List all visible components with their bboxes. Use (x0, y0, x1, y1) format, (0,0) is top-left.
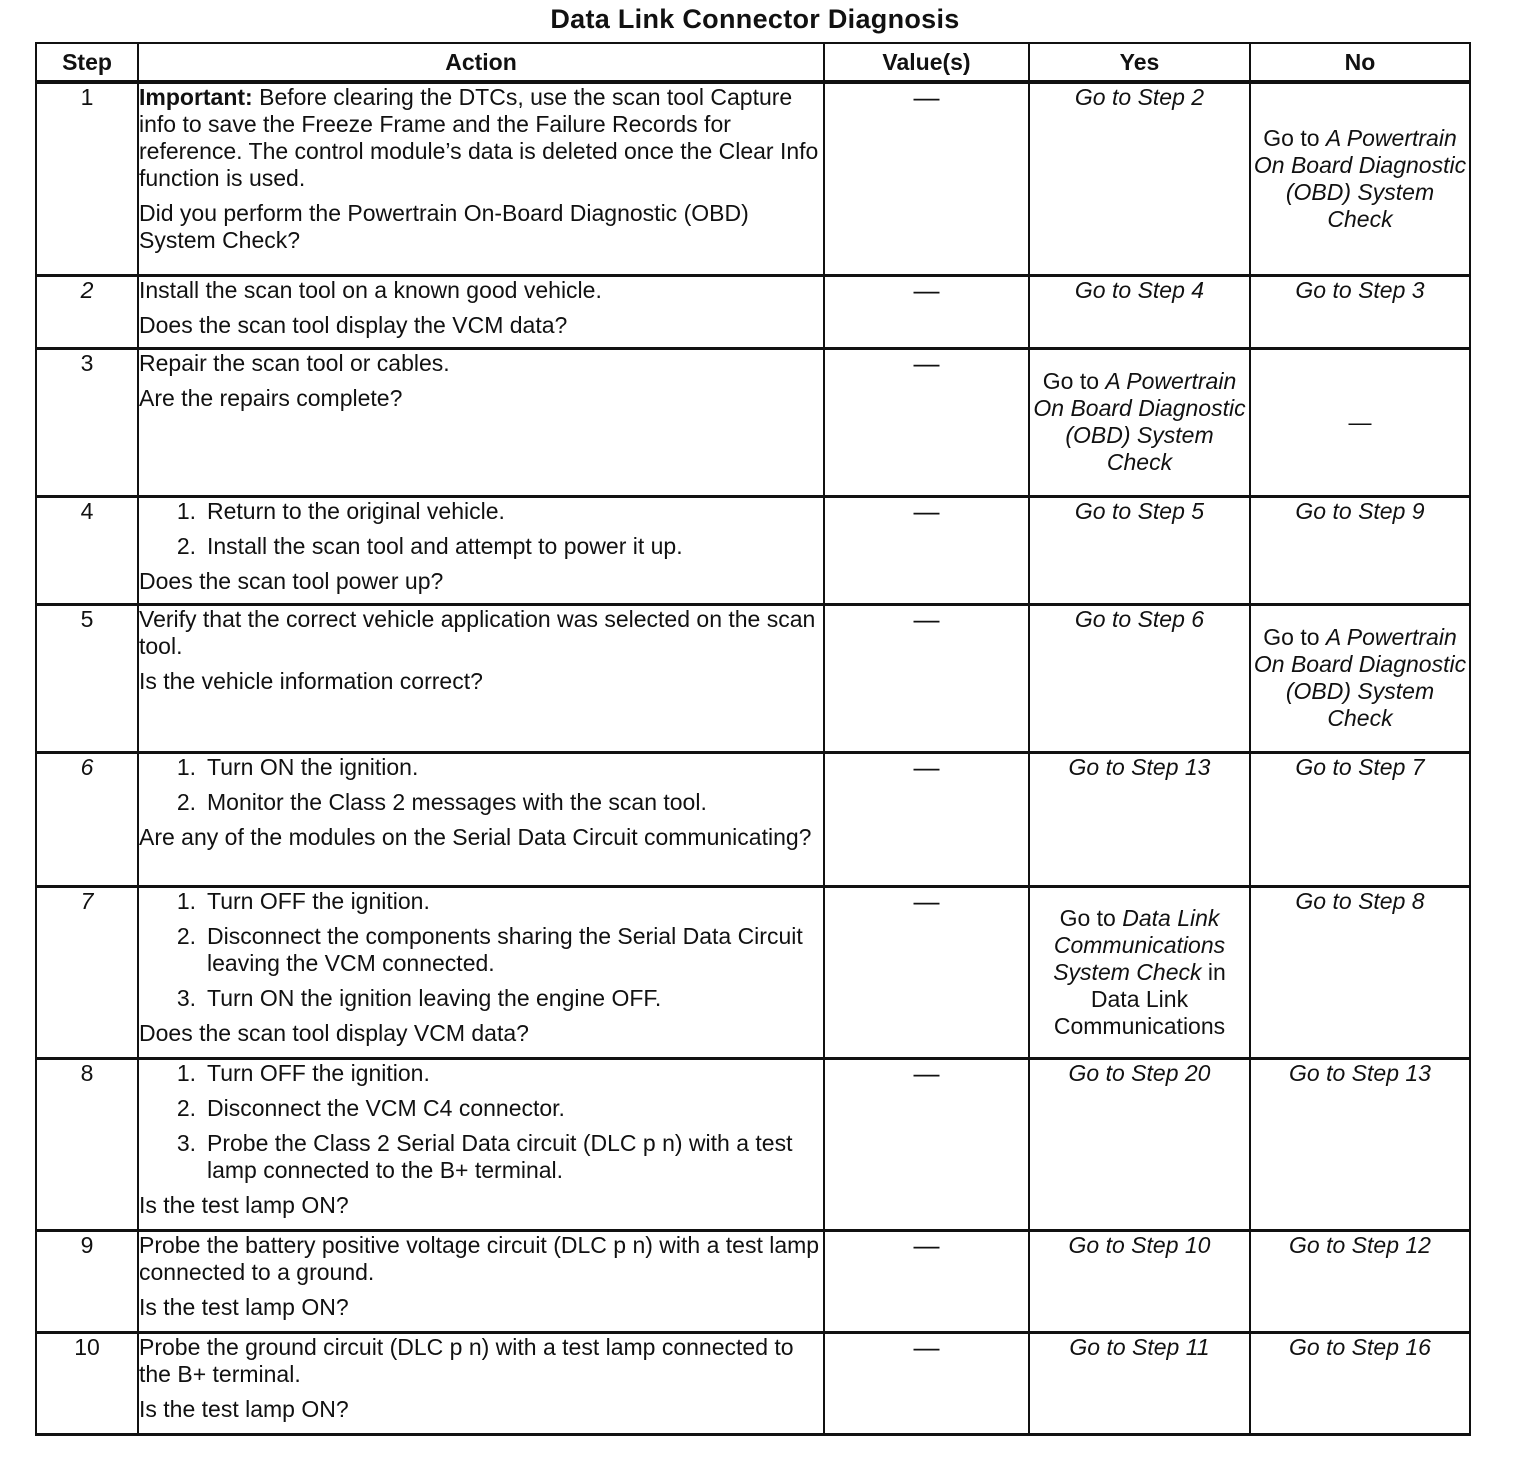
yes-cell (1029, 496, 1250, 604)
diagnosis-table (35, 42, 1471, 1436)
important-label: Important: (139, 84, 253, 110)
yes-prefix: Go to (1059, 904, 1116, 931)
no-cell (1250, 1332, 1470, 1434)
value-cell: — (824, 1058, 1029, 1230)
no-cell (1250, 1230, 1470, 1332)
header-step: Step (36, 43, 138, 82)
numbered-step: 1. Turn ON the ignition. (176, 753, 419, 780)
yes-prefix: Go to (1042, 368, 1100, 394)
numbered-step: 1. Return to the original vehicle. (176, 497, 505, 524)
step-number: 3 (36, 348, 138, 496)
value-cell: — (824, 886, 1029, 1058)
yes-cell (1029, 1058, 1250, 1230)
action-text: Probe the ground circuit (DLC p n) with a test lamp connected to the B+ terminal. (139, 1333, 794, 1387)
step-number: 6 (36, 752, 138, 886)
action-cell (138, 752, 824, 886)
numbered-step: 3. Turn ON the ignition leaving the engine OFF. (176, 984, 662, 1011)
table-row (36, 752, 1470, 886)
yes-cell (1029, 604, 1250, 752)
step-number: 4 (36, 496, 138, 604)
no-prefix: Go to (1263, 124, 1320, 151)
numbered-step: 2. Monitor the Class 2 messages with the scan tool. (176, 788, 707, 815)
action-cell (138, 496, 824, 604)
no-prefix: Go to (1263, 624, 1320, 650)
no-cell: — (1250, 348, 1470, 496)
header-values: Value(s) (824, 43, 1029, 82)
no-target: A Powertrain On Board Diagnostic (OBD) System Check (1253, 124, 1467, 232)
table-row (36, 348, 1470, 496)
action-question: Are the repairs complete? (139, 384, 403, 411)
action-question: Is the vehicle information correct? (139, 667, 483, 694)
yes-cell (1029, 348, 1250, 496)
yes-target: Go to Step 6 (1074, 605, 1205, 632)
yes-suffix: in Data Link Communications (1053, 958, 1226, 1039)
action-text: Repair the scan tool or cables. (139, 349, 450, 376)
no-target: Go to Step 9 (1295, 497, 1425, 524)
action-question: Is the test lamp ON? (139, 1191, 349, 1218)
no-target: Go to Step 7 (1295, 753, 1425, 780)
table-row (36, 1058, 1470, 1230)
yes-target: Go to Step 2 (1074, 84, 1205, 110)
yes-cell (1029, 82, 1250, 275)
table-row (36, 1332, 1470, 1434)
action-cell (138, 275, 824, 348)
no-target: Go to Step 16 (1289, 1333, 1431, 1360)
yes-target: Data Link Communications System Check (1053, 904, 1226, 985)
yes-target: Go to Step 13 (1068, 753, 1211, 780)
header-action: Action (138, 43, 824, 82)
important-note (139, 84, 823, 192)
numbered-step: 1. Turn OFF the ignition. (176, 1059, 430, 1086)
step-number: 9 (36, 1230, 138, 1332)
step-number: 5 (36, 604, 138, 752)
yes-target: Go to Step 5 (1074, 497, 1205, 524)
value-cell: — (824, 1230, 1029, 1332)
action-cell (138, 82, 824, 275)
yes-cell (1029, 886, 1250, 1058)
value-cell: — (824, 752, 1029, 886)
action-text: Verify that the correct vehicle application was selected on the scan tool. (139, 605, 816, 659)
yes-target: Go to Step 4 (1074, 276, 1205, 303)
action-question: Does the scan tool display VCM data? (139, 1019, 529, 1046)
value-cell: — (824, 348, 1029, 496)
numbered-step: 1. Turn OFF the ignition. (176, 887, 430, 914)
table-row (36, 82, 1470, 275)
important-text: Before clearing the DTCs, use the scan tool Capture info to save the Freeze Frame and the Failure Records for reference. The control module’s data is deleted once the Clear Info function is used. (139, 84, 819, 191)
value-cell: — (824, 82, 1029, 275)
value-cell: — (824, 604, 1029, 752)
header-yes: Yes (1029, 43, 1250, 82)
action-question: Is the test lamp ON? (139, 1395, 349, 1422)
no-cell (1250, 496, 1470, 604)
action-cell (138, 1332, 824, 1434)
action-text: Probe the battery positive voltage circuit (DLC p n) with a test lamp connected to a ground. (139, 1231, 820, 1285)
step-number: 7 (36, 886, 138, 1058)
action-question: Are any of the modules on the Serial Data Circuit communicating? (139, 823, 812, 850)
table-row (36, 604, 1470, 752)
yes-target: Go to Step 11 (1069, 1333, 1210, 1360)
action-cell (138, 886, 824, 1058)
action-cell (138, 604, 824, 752)
action-cell (138, 1230, 824, 1332)
yes-target: A Powertrain On Board Diagnostic (OBD) System Check (1033, 368, 1246, 475)
action-question: Is the test lamp ON? (139, 1293, 349, 1320)
table-row (36, 496, 1470, 604)
value-cell: — (824, 275, 1029, 348)
step-number: 2 (36, 275, 138, 348)
no-cell (1250, 752, 1470, 886)
header-no: No (1250, 43, 1470, 82)
step-number: 10 (36, 1332, 138, 1434)
no-target: Go to Step 13 (1289, 1059, 1431, 1086)
step-number: 1 (36, 82, 138, 275)
value-cell: — (824, 496, 1029, 604)
no-cell (1250, 1058, 1470, 1230)
page-title: Data Link Connector Diagnosis (550, 4, 960, 34)
numbered-step: 2. Disconnect the components sharing the Serial Data Circuit leaving the VCM connected. (176, 922, 803, 976)
table-row (36, 275, 1470, 348)
step-number: 8 (36, 1058, 138, 1230)
yes-target: Go to Step 10 (1068, 1231, 1211, 1258)
no-target: Go to Step 8 (1295, 887, 1425, 914)
numbered-step: 2. Install the scan tool and attempt to power it up. (176, 532, 683, 559)
yes-cell (1029, 1230, 1250, 1332)
yes-cell (1029, 275, 1250, 348)
no-target: Go to Step 3 (1295, 276, 1425, 303)
action-cell (138, 1058, 824, 1230)
numbered-step: 2. Disconnect the VCM C4 connector. (176, 1094, 565, 1121)
action-cell (138, 348, 824, 496)
yes-cell (1029, 1332, 1250, 1434)
action-text: Install the scan tool on a known good vehicle. (139, 276, 602, 303)
value-cell: — (824, 1332, 1029, 1434)
no-cell (1250, 886, 1470, 1058)
no-cell (1250, 82, 1470, 275)
yes-cell (1029, 752, 1250, 886)
no-target: A Powertrain On Board Diagnostic (OBD) System Check (1253, 624, 1467, 731)
table-row (36, 886, 1470, 1058)
action-question: Does the scan tool power up? (139, 567, 444, 594)
action-question: Does the scan tool display the VCM data? (139, 311, 568, 338)
yes-target: Go to Step 20 (1068, 1059, 1211, 1086)
no-cell (1250, 275, 1470, 348)
table-header-row (36, 43, 1470, 82)
table-row (36, 1230, 1470, 1332)
numbered-step: 3. Probe the Class 2 Serial Data circuit (DLC p n) with a test lamp connected to the B+ terminal. (176, 1129, 793, 1183)
no-cell (1250, 604, 1470, 752)
action-question: Did you perform the Powertrain On-Board Diagnostic (OBD) System Check? (139, 200, 749, 253)
no-target: Go to Step 12 (1289, 1231, 1431, 1258)
